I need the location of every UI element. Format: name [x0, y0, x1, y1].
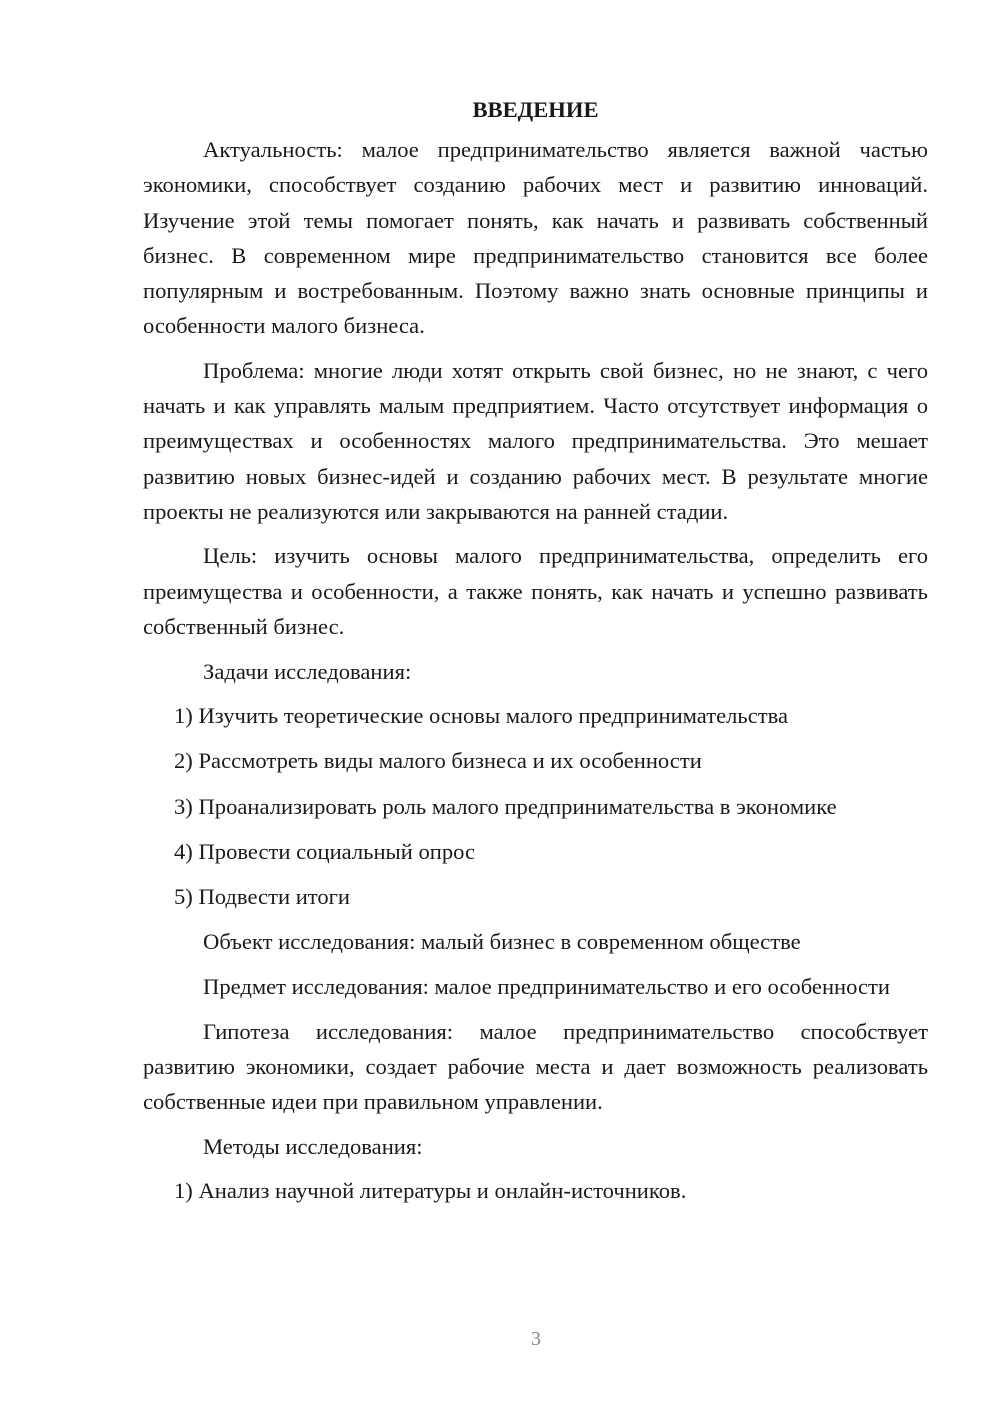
page-number: 3	[531, 1328, 541, 1350]
paragraph-goal: Цель: изучить основы малого предпринимательства, определить его преимущества и особенности, а также понять, как начать и успешно развивать собственный бизнес.	[143, 543, 928, 639]
paragraph-relevance: Актуальность: малое предпринимательство является важной частью экономики, способствует созданию рабочих мест и развитию инноваций. Изучение этой темы помогает понять, как начать и развивать собственный бизнес. В современном мире предпринимательство становится все более популярным и востребованным. Поэтому важно знать основные принципы и особенности малого бизнеса.	[143, 137, 928, 339]
paragraph-subject: Предмет исследования: малое предпринимательство и его особенности	[203, 973, 890, 999]
methods-heading: Методы исследования:	[203, 1133, 423, 1159]
list-item: 4) Провести социальный опрос	[174, 838, 476, 864]
list-item: 3) Проанализировать роль малого предпринимательства в экономике	[174, 793, 837, 819]
list-item: 2) Рассмотреть виды малого бизнеса и их особенности	[174, 748, 702, 774]
methods-list	[143, 1173, 928, 1208]
list-item: 1) Изучить теоретические основы малого предпринимательства	[174, 703, 789, 729]
list-item: 1) Анализ научной литературы и онлайн-источников.	[174, 1178, 687, 1204]
paragraph-problem: Проблема: многие люди хотят открыть свой бизнес, но не знают, с чего начать и как управлять малым предприятием. Часто отсутствует информация о преимуществах и особенностях малого предпринимательства. Это мешает развитию новых бизнес-идей и созданию рабочих мест. В результате многие проекты не реализуются или закрываются на ранней стадии.	[143, 357, 928, 524]
section-title: ВВЕДЕНИЕ	[472, 97, 599, 122]
tasks-list	[143, 698, 928, 914]
paragraph-hypothesis: Гипотеза исследования: малое предпринимательство способствует развитию экономики, создает рабочие места и дает возможность реализовать собственные идеи при правильном управлении.	[143, 1018, 928, 1115]
paragraph-object: Объект исследования: малый бизнес в современном обществе	[203, 929, 801, 955]
tasks-heading: Задачи исследования:	[203, 658, 412, 684]
list-item: 5) Подвести итоги	[174, 884, 351, 910]
page-content	[143, 92, 928, 1219]
